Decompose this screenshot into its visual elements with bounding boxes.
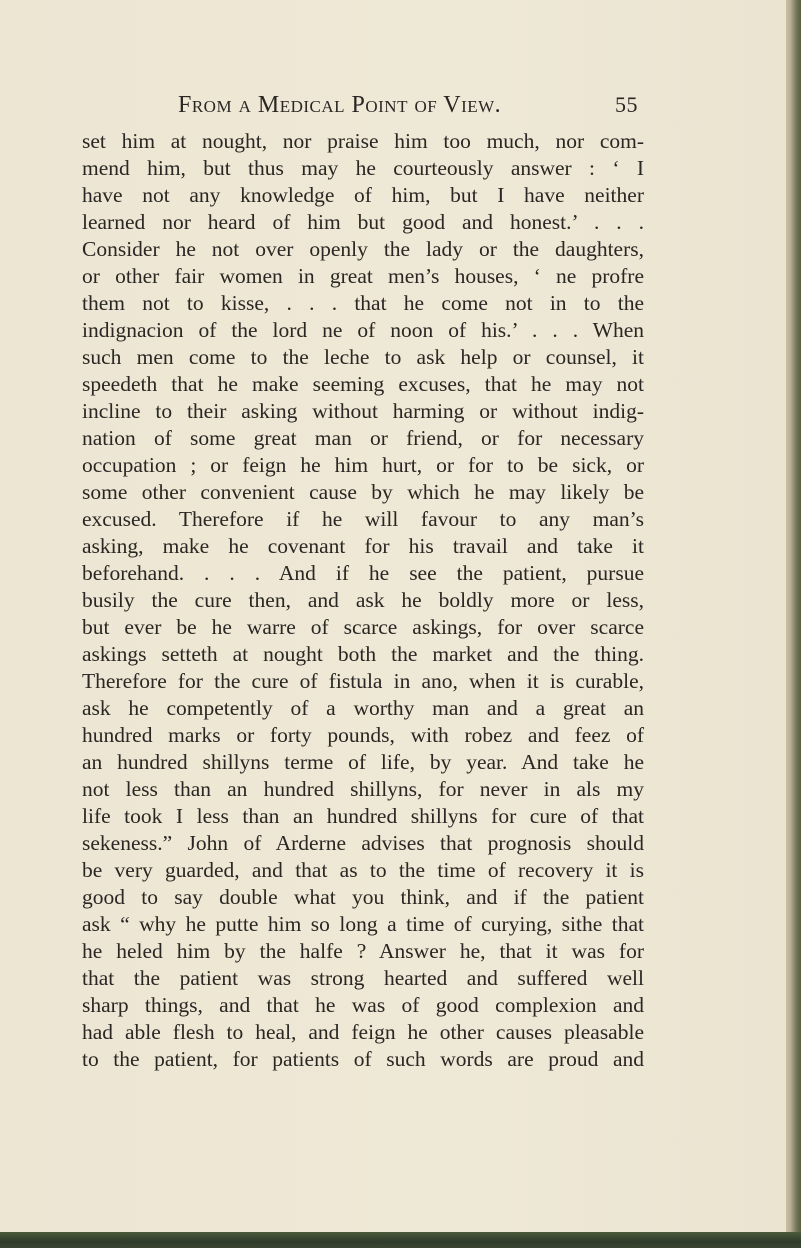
text-line: mend him, but thus may he courteously answer : ‘ I <box>82 156 644 180</box>
text-line: ask “ why he putte him so long a time of curying, sithe that <box>82 912 644 936</box>
text-line: be very guarded, and that as to the time of recovery it is <box>82 858 644 882</box>
text-line: some other convenient cause by which he may likely be <box>82 480 644 504</box>
text-line: sharp things, and that he was of good complexion and <box>82 993 644 1017</box>
text-line: set him at nought, nor praise him too much, nor com- <box>82 129 644 153</box>
running-title: From a Medical Point of View. <box>178 92 502 118</box>
text-line: learned nor heard of him but good and honest.’ . . . <box>82 210 644 234</box>
text-line: have not any knowledge of him, but I have neither <box>82 183 644 207</box>
text-line: indignacion of the lord ne of noon of his.’ . . . When <box>82 318 644 342</box>
text-line: but ever be he warre of scarce askings, for over scarce <box>82 615 644 639</box>
text-line: not less than an hundred shillyns, for never in als my <box>82 777 644 801</box>
running-head <box>178 92 638 122</box>
binding-edge <box>786 0 801 1248</box>
text-line: he heled him by the halfe ? Answer he, that it was for <box>82 939 644 963</box>
body-text <box>82 128 644 1073</box>
text-line: hundred marks or forty pounds, with robez and feez of <box>82 723 644 747</box>
text-line: such men come to the leche to ask help or counsel, it <box>82 345 644 369</box>
text-line: incline to their asking without harming or without indig- <box>82 399 644 423</box>
text-line: sekeness.” John of Arderne advises that prognosis should <box>82 831 644 855</box>
text-line: askings setteth at nought both the market and the thing. <box>82 642 644 666</box>
text-line: Consider he not over openly the lady or the daughters, <box>82 237 644 261</box>
text-line: them not to kisse, . . . that he come not in to the <box>82 291 644 315</box>
text-line: Therefore for the cure of fistula in ano, when it is curable, <box>82 669 644 693</box>
text-line: ask he competently of a worthy man and a great an <box>82 696 644 720</box>
text-line: life took I less than an hundred shillyns for cure of that <box>82 804 644 828</box>
text-line: good to say double what you think, and if the patient <box>82 885 644 909</box>
text-line: nation of some great man or friend, or for necessary <box>82 426 644 450</box>
text-line: had able flesh to heal, and feign he other causes pleasable <box>82 1020 644 1044</box>
text-line: that the patient was strong hearted and suffered well <box>82 966 644 990</box>
text-line: busily the cure then, and ask he boldly more or less, <box>82 588 644 612</box>
text-line: asking, make he covenant for his travail and take it <box>82 534 644 558</box>
text-line: beforehand. . . . And if he see the patient, pursue <box>82 561 644 585</box>
bottom-edge <box>0 1232 801 1248</box>
text-line: excused. Therefore if he will favour to any man’s <box>82 507 644 531</box>
text-line: an hundred shillyns terme of life, by year. And take he <box>82 750 644 774</box>
text-line: or other fair women in great men’s houses, ‘ ne profre <box>82 264 644 288</box>
text-line: speedeth that he make seeming excuses, that he may not <box>82 372 644 396</box>
text-line: occupation ; or feign he him hurt, or for to be sick, or <box>82 453 644 477</box>
text-line: to the patient, for patients of such words are proud and <box>82 1047 644 1071</box>
page-number: 55 <box>615 92 638 117</box>
